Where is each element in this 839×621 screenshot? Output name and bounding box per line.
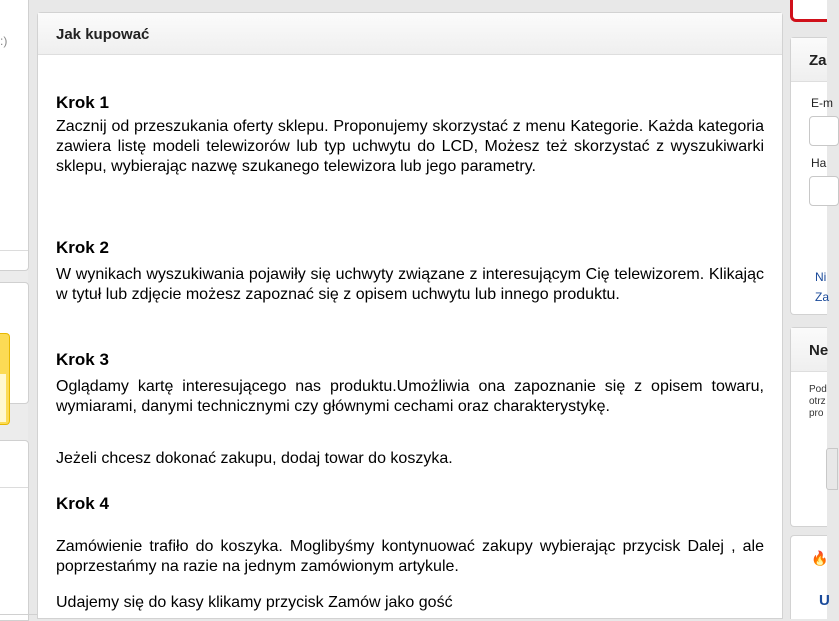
step-paragraph: Zamówienie trafiło do koszyka. Moglibyśmy kontynuować zakupy wybierając przycisk Dalej , ale poprzestańmy na razie na jednym zamówionym artykule. (56, 538, 764, 575)
register-link[interactable]: Ni (815, 270, 827, 284)
password-field[interactable] (809, 176, 839, 206)
promo-title[interactable]: U (819, 592, 830, 609)
step-paragraph: Udajemy się do kasy klikamy przycisk Zamów jako gość (56, 594, 453, 611)
step-heading: Krok 1 (56, 93, 109, 112)
newsletter-text: Pod (809, 384, 827, 395)
step-paragraph: Zacznij od przeszukania oferty sklepu. Proponujemy skorzystać z menu Kategorie. Każda kategoria zawiera listę modeli telewizorów lub typ uchwytu do LCD, Możesz też skorzystać z wyszukiwarki sklepu, wybierając nazwę szukanego telewizora lub jego parametry. (56, 118, 764, 175)
step-paragraph: Jeżeli chcesz dokonać zakupu, dodaj towar do koszyka. (56, 450, 453, 467)
forgot-password-link[interactable]: Za (815, 290, 830, 304)
email-field[interactable] (809, 116, 839, 146)
left-sidebar (0, 0, 28, 619)
email-label: E-m (811, 96, 833, 110)
step-heading: Krok 3 (56, 350, 109, 369)
panel-header (38, 13, 782, 55)
newsletter-email-input[interactable] (826, 448, 838, 490)
newsletter-text: pro (809, 408, 824, 419)
left-panel-top (0, 0, 29, 271)
step-paragraph: Oglądamy kartę interesującego nas produktu.Umożliwia ona zapoznanie się z opisem towaru, wymiarami, danymi technicznymi czy głównymi cechami oraz charakterystykę. (56, 378, 764, 415)
newsletter-panel (790, 327, 827, 527)
promo-panel (790, 535, 830, 619)
left-panel-divider (0, 250, 28, 251)
login-panel-title: Za (791, 38, 827, 82)
page-title: Jak kupować (56, 26, 150, 43)
left-panel-text-fragment: :) (0, 34, 8, 48)
flame-icon: 🔥 (811, 550, 829, 566)
left-promo-inner (0, 374, 6, 422)
newsletter-panel-title: Ne (791, 328, 827, 372)
login-panel (790, 37, 833, 315)
password-label: Ha (811, 156, 827, 170)
step-paragraph: W wynikach wyszukiwania pojawiły się uchwyty związane z interesującym Cię telewizorem. Klikając w tytuł lub zdjęcie możesz zapoznać się z opisem uchwytu lub innego produktu. (56, 266, 764, 303)
step-heading: Krok 4 (56, 494, 109, 513)
left-panel-bottom (0, 440, 29, 621)
step-heading: Krok 2 (56, 238, 109, 257)
how-to-buy-panel (37, 12, 783, 619)
cart-box-edge[interactable] (790, 0, 827, 22)
left-panel-divider (0, 487, 28, 488)
newsletter-text: otrz (809, 396, 826, 407)
